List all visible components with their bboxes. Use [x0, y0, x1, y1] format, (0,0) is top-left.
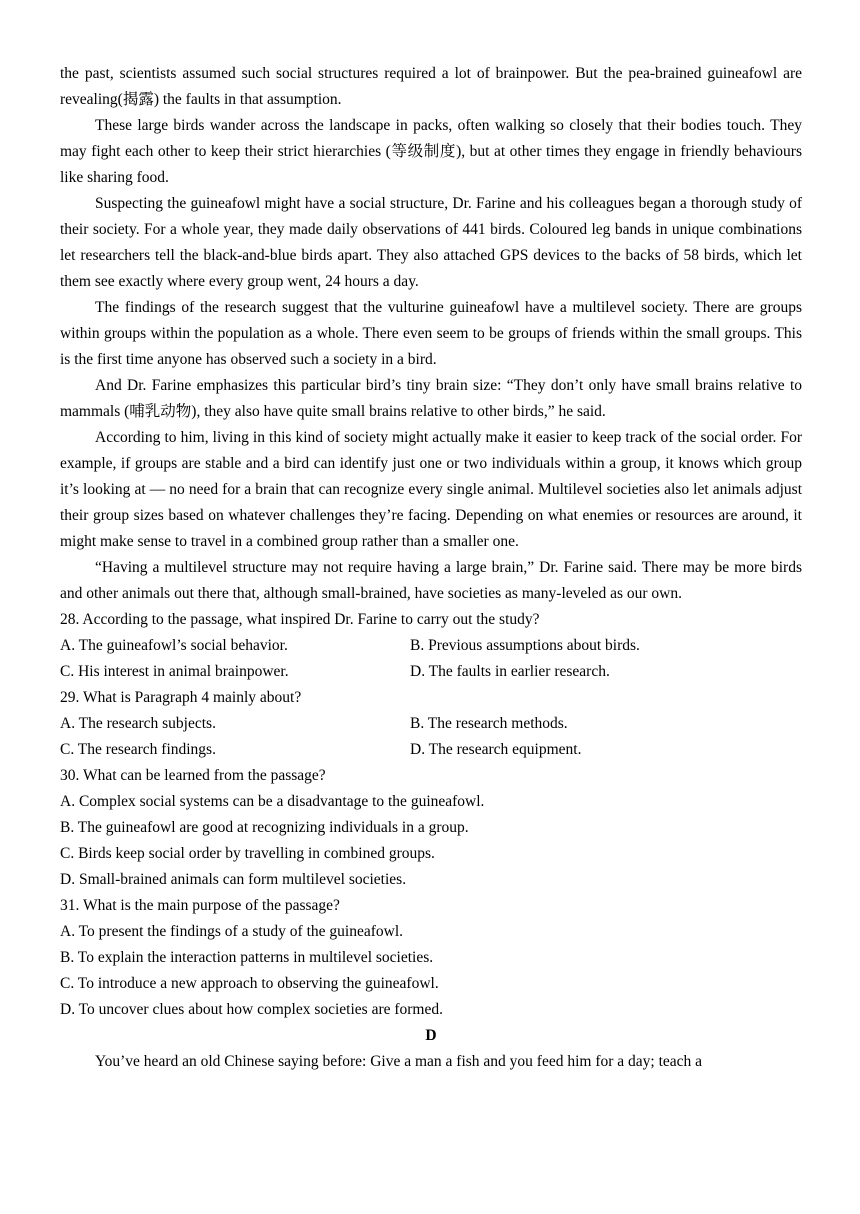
passage-paragraph-1: the past, scientists assumed such social structures required a lot of brainpower. But the pea-brained guineafowl are revealing(揭露) the faults in that assumption.: [60, 65, 802, 108]
option-c: C. The research findings.: [60, 741, 216, 758]
passage-paragraph-2: These large birds wander across the landscape in packs, often walking so closely that their bodies touch. They may fight each other to keep their strict hierarchies (等级制度), but at other times they engage in friendly behaviours like sharing food.: [60, 117, 802, 186]
question-stem: 28. According to the passage, what inspired Dr. Farine to carry out the study?: [60, 611, 540, 628]
option-b: B. The guineafowl are good at recognizing individuals in a group.: [60, 819, 469, 836]
question-stem: 30. What can be learned from the passage?: [60, 767, 326, 784]
section-d-intro: You’ve heard an old Chinese saying before: Give a man a fish and you feed him for a day; teach a: [95, 1053, 703, 1070]
option-c: C. Birds keep social order by travelling in combined groups.: [60, 845, 435, 862]
question-stem: 31. What is the main purpose of the passage?: [60, 897, 340, 914]
question-31: [60, 893, 802, 1023]
option-a: A. To present the findings of a study of the guineafowl.: [60, 923, 404, 940]
option-a: A. The research subjects.: [60, 715, 216, 732]
option-b: B. Previous assumptions about birds.: [410, 637, 640, 654]
passage-paragraph-5: And Dr. Farine emphasizes this particular bird’s tiny brain size: “They don’t only have small brains relative to mammals (哺乳动物), they also have quite small brains relative to other birds,” he said.: [60, 377, 802, 420]
option-c: C. His interest in animal brainpower.: [60, 663, 289, 680]
question-29: [60, 685, 802, 763]
option-b: B. The research methods.: [410, 715, 568, 732]
question-options: [60, 711, 802, 763]
option-d: D. The faults in earlier research.: [410, 663, 610, 680]
option-b: B. To explain the interaction patterns in multilevel societies.: [60, 949, 434, 966]
option-d: D. Small-brained animals can form multilevel societies.: [60, 871, 407, 888]
passage-paragraph-4: The findings of the research suggest that the vulturine guineafowl have a multilevel society. There are groups within groups within the population as a whole. There even seem to be groups of friends within the small groups. This is the first time anyone has observed such a society in a bird.: [60, 299, 802, 368]
passage-paragraph-3: Suspecting the guineafowl might have a social structure, Dr. Farine and his colleagues began a thorough study of their society. For a whole year, they made daily observations of 441 birds. Coloured leg bands in unique combinations let researchers tell the black-and-blue birds apart. They also attached GPS devices to the backs of 58 birds, which let them see exactly where every group went, 24 hours a day.: [60, 195, 802, 290]
option-c: C. To introduce a new approach to observing the guineafowl.: [60, 975, 439, 992]
passage-paragraph-6: According to him, living in this kind of society might actually make it easier to keep track of the social order. For example, if groups are stable and a bird can identify just one or two individuals within a group, it knows which group it’s looking at — no need for a brain that can recognize every single animal. Multilevel societies also let animals adjust their group sizes based on whatever challenges they’re facing. Depending on what enemies or resources are around, it might make sense to travel in a combined group rather than a smaller one.: [60, 429, 802, 550]
document-page: [60, 61, 802, 1075]
question-stem: 29. What is Paragraph 4 mainly about?: [60, 689, 302, 706]
option-d: D. To uncover clues about how complex societies are formed.: [60, 1001, 443, 1018]
option-a: A. Complex social systems can be a disadvantage to the guineafowl.: [60, 793, 485, 810]
option-d: D. The research equipment.: [410, 741, 582, 758]
section-heading-d: D: [425, 1027, 437, 1044]
question-options: [60, 633, 802, 685]
option-a: A. The guineafowl’s social behavior.: [60, 637, 288, 654]
question-28: [60, 607, 802, 685]
passage-paragraph-7: “Having a multilevel structure may not require having a large brain,” Dr. Farine said. There may be more birds and other animals out there that, although small-brained, have societies as many-leveled as our own.: [60, 559, 802, 602]
question-30: [60, 763, 802, 893]
